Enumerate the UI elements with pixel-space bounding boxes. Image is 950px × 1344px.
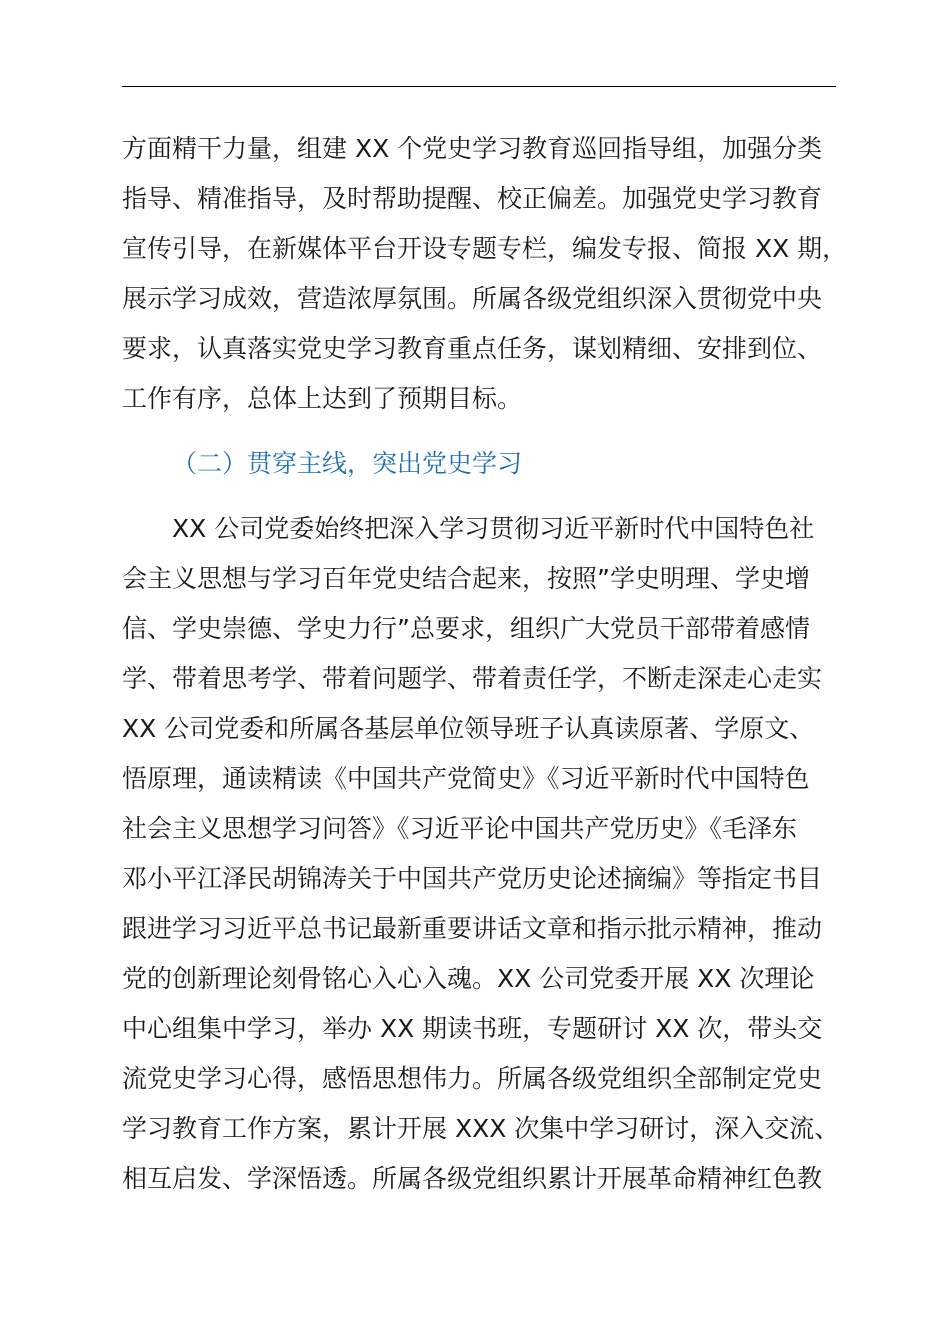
paragraph-2-line: 学习教育工作方案，累计开展 XXX 次集中学习研讨，深入交流、: [122, 1114, 840, 1143]
paragraph-2-line: 中心组集中学习，举办 XX 期读书班，专题研讨 XX 次，带头交: [122, 1014, 823, 1043]
paragraph-2-line: 会主义思想与学习百年党史结合起来，按照”学史明理、学史增: [122, 564, 810, 593]
paragraph-1-line: 要求，认真落实党史学习教育重点任务，谋划精细、安排到位、: [122, 334, 823, 363]
paragraph-2-line: 学、带着思考学、带着问题学、带着责任学，不断走深走心走实: [122, 664, 823, 693]
paragraph-2-line: 党的创新理论刻骨铭心入心入魂。XX 公司党委开展 XX 次理论: [122, 964, 815, 993]
paragraph-2-line: 悟原理，通读精读《中国共产党简史》《习近平新时代中国特色: [122, 764, 810, 793]
paragraph-2-line: 信、学史崇德、学史力行”总要求，组织广大党员干部带着感情: [122, 614, 810, 643]
section-heading: （二）贯穿主线，突出党史学习: [172, 449, 523, 478]
paragraph-1-line: 展示学习成效，营造浓厚氛围。所属各级党组织深入贯彻党中央: [122, 284, 823, 313]
paragraph-1-line: 宣传引导，在新媒体平台开设专题专栏，编发专报、简报 XX 期，: [122, 234, 848, 263]
paragraph-1-line: 方面精干力量，组建 XX 个党史学习教育巡回指导组，加强分类: [122, 134, 823, 163]
paragraph-2-line: 相互启发、学深悟透。所属各级党组织累计开展革命精神红色教: [122, 1164, 823, 1193]
paragraph-2-line: XX 公司党委和所属各基层单位领导班子认真读原著、学原文、: [122, 714, 815, 743]
header-rule: [122, 86, 836, 87]
paragraph-1-line: 指导、精准指导，及时帮助提醒、校正偏差。加强党史学习教育: [122, 184, 823, 213]
paragraph-2-line: 邓小平江泽民胡锦涛关于中国共产党历史论述摘编》等指定书目: [122, 864, 823, 893]
paragraph-2-line: XX 公司党委始终把深入学习贯彻习近平新时代中国特色社: [172, 514, 815, 543]
paragraph-2-line: 社会主义思想学习问答》《习近平论中国共产党历史》《毛泽东: [122, 814, 798, 843]
paragraph-2-line: 流党史学习心得，感悟思想伟力。所属各级党组织全部制定党史: [122, 1064, 823, 1093]
paragraph-2-line: 跟进学习习近平总书记最新重要讲话文章和指示批示精神，推动: [122, 914, 823, 943]
paragraph-1-line: 工作有序，总体上达到了预期目标。: [122, 384, 523, 413]
